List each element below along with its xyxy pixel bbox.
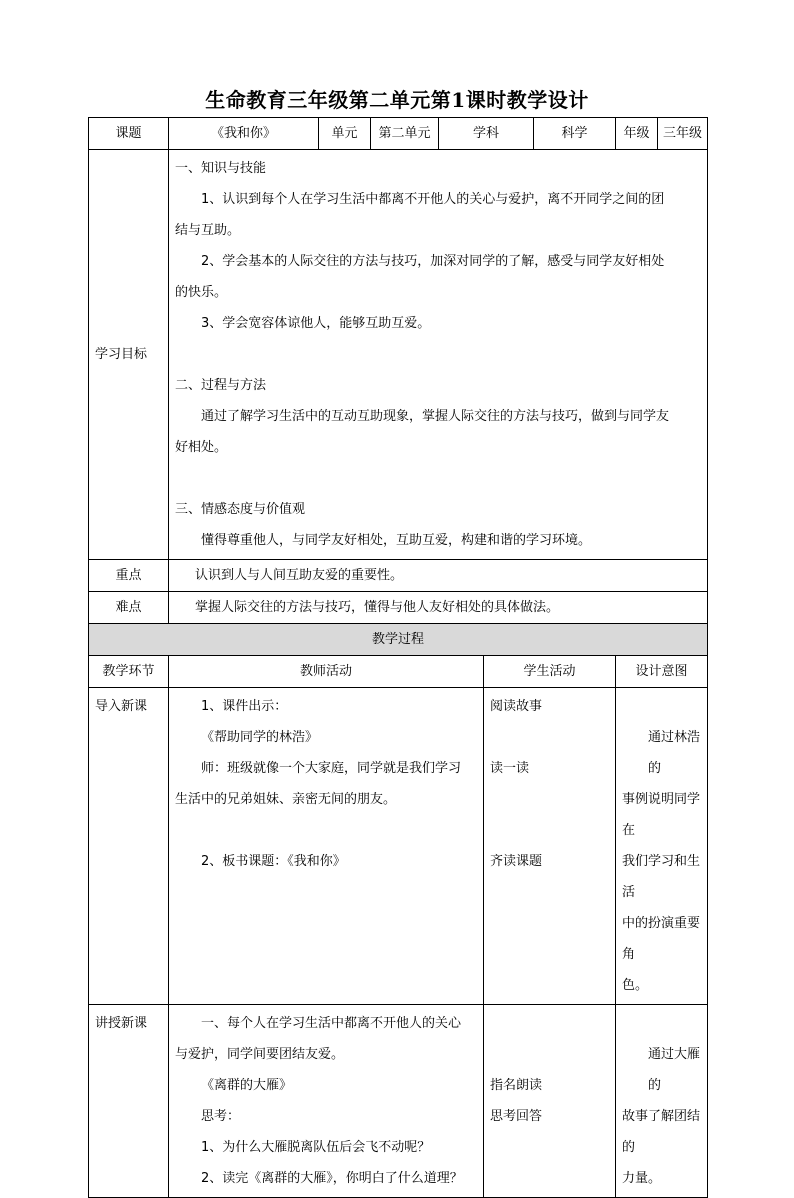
intent-line: 通过林浩的 (648, 730, 701, 776)
objective-line: 1、认识到每个人在学习生活中都离不开他人的关心与爱护，离不开同学之间的团 (201, 192, 665, 207)
key-point-row (89, 560, 708, 592)
student-line: 指名朗读 (490, 1078, 543, 1093)
design-intent-cell (616, 688, 708, 1005)
difficulty-text: 掌握人际交往的方法与技巧，懂得与他人友好相处的具体做法。 (195, 600, 560, 615)
objectives-row (89, 150, 708, 560)
unit-value: 第二单元 (371, 118, 439, 150)
teacher-line: 师：班级就像一个大家庭，同学就是我们学习 (201, 761, 462, 776)
process-row-intro (89, 688, 708, 1005)
teacher-line: 思考： (201, 1109, 241, 1124)
lesson-plan-table (88, 117, 708, 1198)
column-header-stage: 教学环节 (89, 656, 169, 688)
unit-label: 单元 (319, 118, 371, 150)
subject-value: 科学 (534, 118, 616, 150)
grade-value: 三年级 (658, 118, 708, 150)
objectives-content (169, 150, 708, 560)
difficulty-row (89, 592, 708, 624)
objective-line: 2、学会基本的人际交往的方法与技巧，加深对同学的了解，感受与同学友好相处 (201, 254, 665, 269)
topic-label: 课题 (89, 118, 169, 150)
intent-line: 力量。 (622, 1171, 662, 1186)
teacher-line: 1、课件出示： (201, 699, 288, 714)
column-header-intent: 设计意图 (616, 656, 708, 688)
objectives-section-knowledge-title: 一、知识与技能 (175, 161, 267, 176)
teacher-activity-cell (169, 688, 484, 1005)
teacher-line: 与爱护，同学间要团结友爱。 (175, 1047, 345, 1062)
topic-value: 《我和你》 (169, 118, 319, 150)
column-header-student: 学生活动 (484, 656, 616, 688)
student-line: 思考回答 (490, 1109, 543, 1124)
teacher-line: 2、板书课题：《我和你》 (201, 854, 346, 869)
teacher-line: 2、读完《离群的大雁》，你明白了什么道理？ (201, 1171, 463, 1186)
difficulty-label: 难点 (89, 592, 169, 624)
objectives-label: 学习目标 (89, 150, 169, 560)
objectives-section-attitude-title: 三、情感态度与价值观 (175, 502, 306, 517)
intent-line: 事例说明同学在 (622, 792, 701, 838)
objective-line: 通过了解学习生活中的互动互助现象，掌握人际交往的方法与技巧，做到与同学友 (201, 409, 670, 424)
teacher-activity-cell (169, 1005, 484, 1198)
process-header-row (89, 624, 708, 656)
teacher-line: 一、每个人在学习生活中都离不开他人的关心 (201, 1016, 462, 1031)
objective-line: 3、学会宽容体谅他人，能够互助互爱。 (201, 316, 431, 331)
student-line: 读一读 (490, 761, 530, 776)
objective-line: 的快乐。 (175, 285, 228, 300)
subject-label: 学科 (439, 118, 534, 150)
design-intent-cell (616, 1005, 708, 1198)
objective-line: 结与互助。 (175, 223, 241, 238)
process-header: 教学过程 (89, 624, 708, 656)
stage-cell: 导入新课 (89, 688, 169, 1005)
student-line: 阅读故事 (490, 699, 543, 714)
process-row-new-lesson (89, 1005, 708, 1198)
student-line: 齐读课题 (490, 854, 543, 869)
key-point-label: 重点 (89, 560, 169, 592)
student-activity-cell (484, 1005, 616, 1198)
intent-line: 中的扮演重要角 (622, 916, 701, 962)
process-columns-row (89, 656, 708, 688)
header-row (89, 118, 708, 150)
stage-cell: 讲授新课 (89, 1005, 169, 1198)
teacher-line: 生活中的兄弟姐妹、亲密无间的朋友。 (175, 792, 397, 807)
intent-line: 通过大雁的 (648, 1047, 701, 1093)
intent-line: 故事了解团结的 (622, 1109, 701, 1155)
page-title: 生命教育三年级第二单元第1课时教学设计 (205, 88, 589, 112)
intent-line: 我们学习和生活 (622, 854, 701, 900)
teacher-line: 《帮助同学的林浩》 (201, 730, 319, 745)
student-activity-cell (484, 688, 616, 1005)
column-header-teacher: 教师活动 (169, 656, 484, 688)
objectives-section-process-title: 二、过程与方法 (175, 378, 267, 393)
intent-line: 色。 (622, 978, 649, 993)
objective-line: 懂得尊重他人，与同学友好相处，互助互爱，构建和谐的学习环境。 (201, 533, 592, 548)
key-point-text: 认识到人与人间互助友爱的重要性。 (195, 568, 404, 583)
objective-line: 好相处。 (175, 440, 228, 455)
teacher-line: 1、为什么大雁脱离队伍后会飞不动呢？ (201, 1140, 431, 1155)
teacher-line: 《离群的大雁》 (201, 1078, 293, 1093)
grade-label: 年级 (616, 118, 658, 150)
